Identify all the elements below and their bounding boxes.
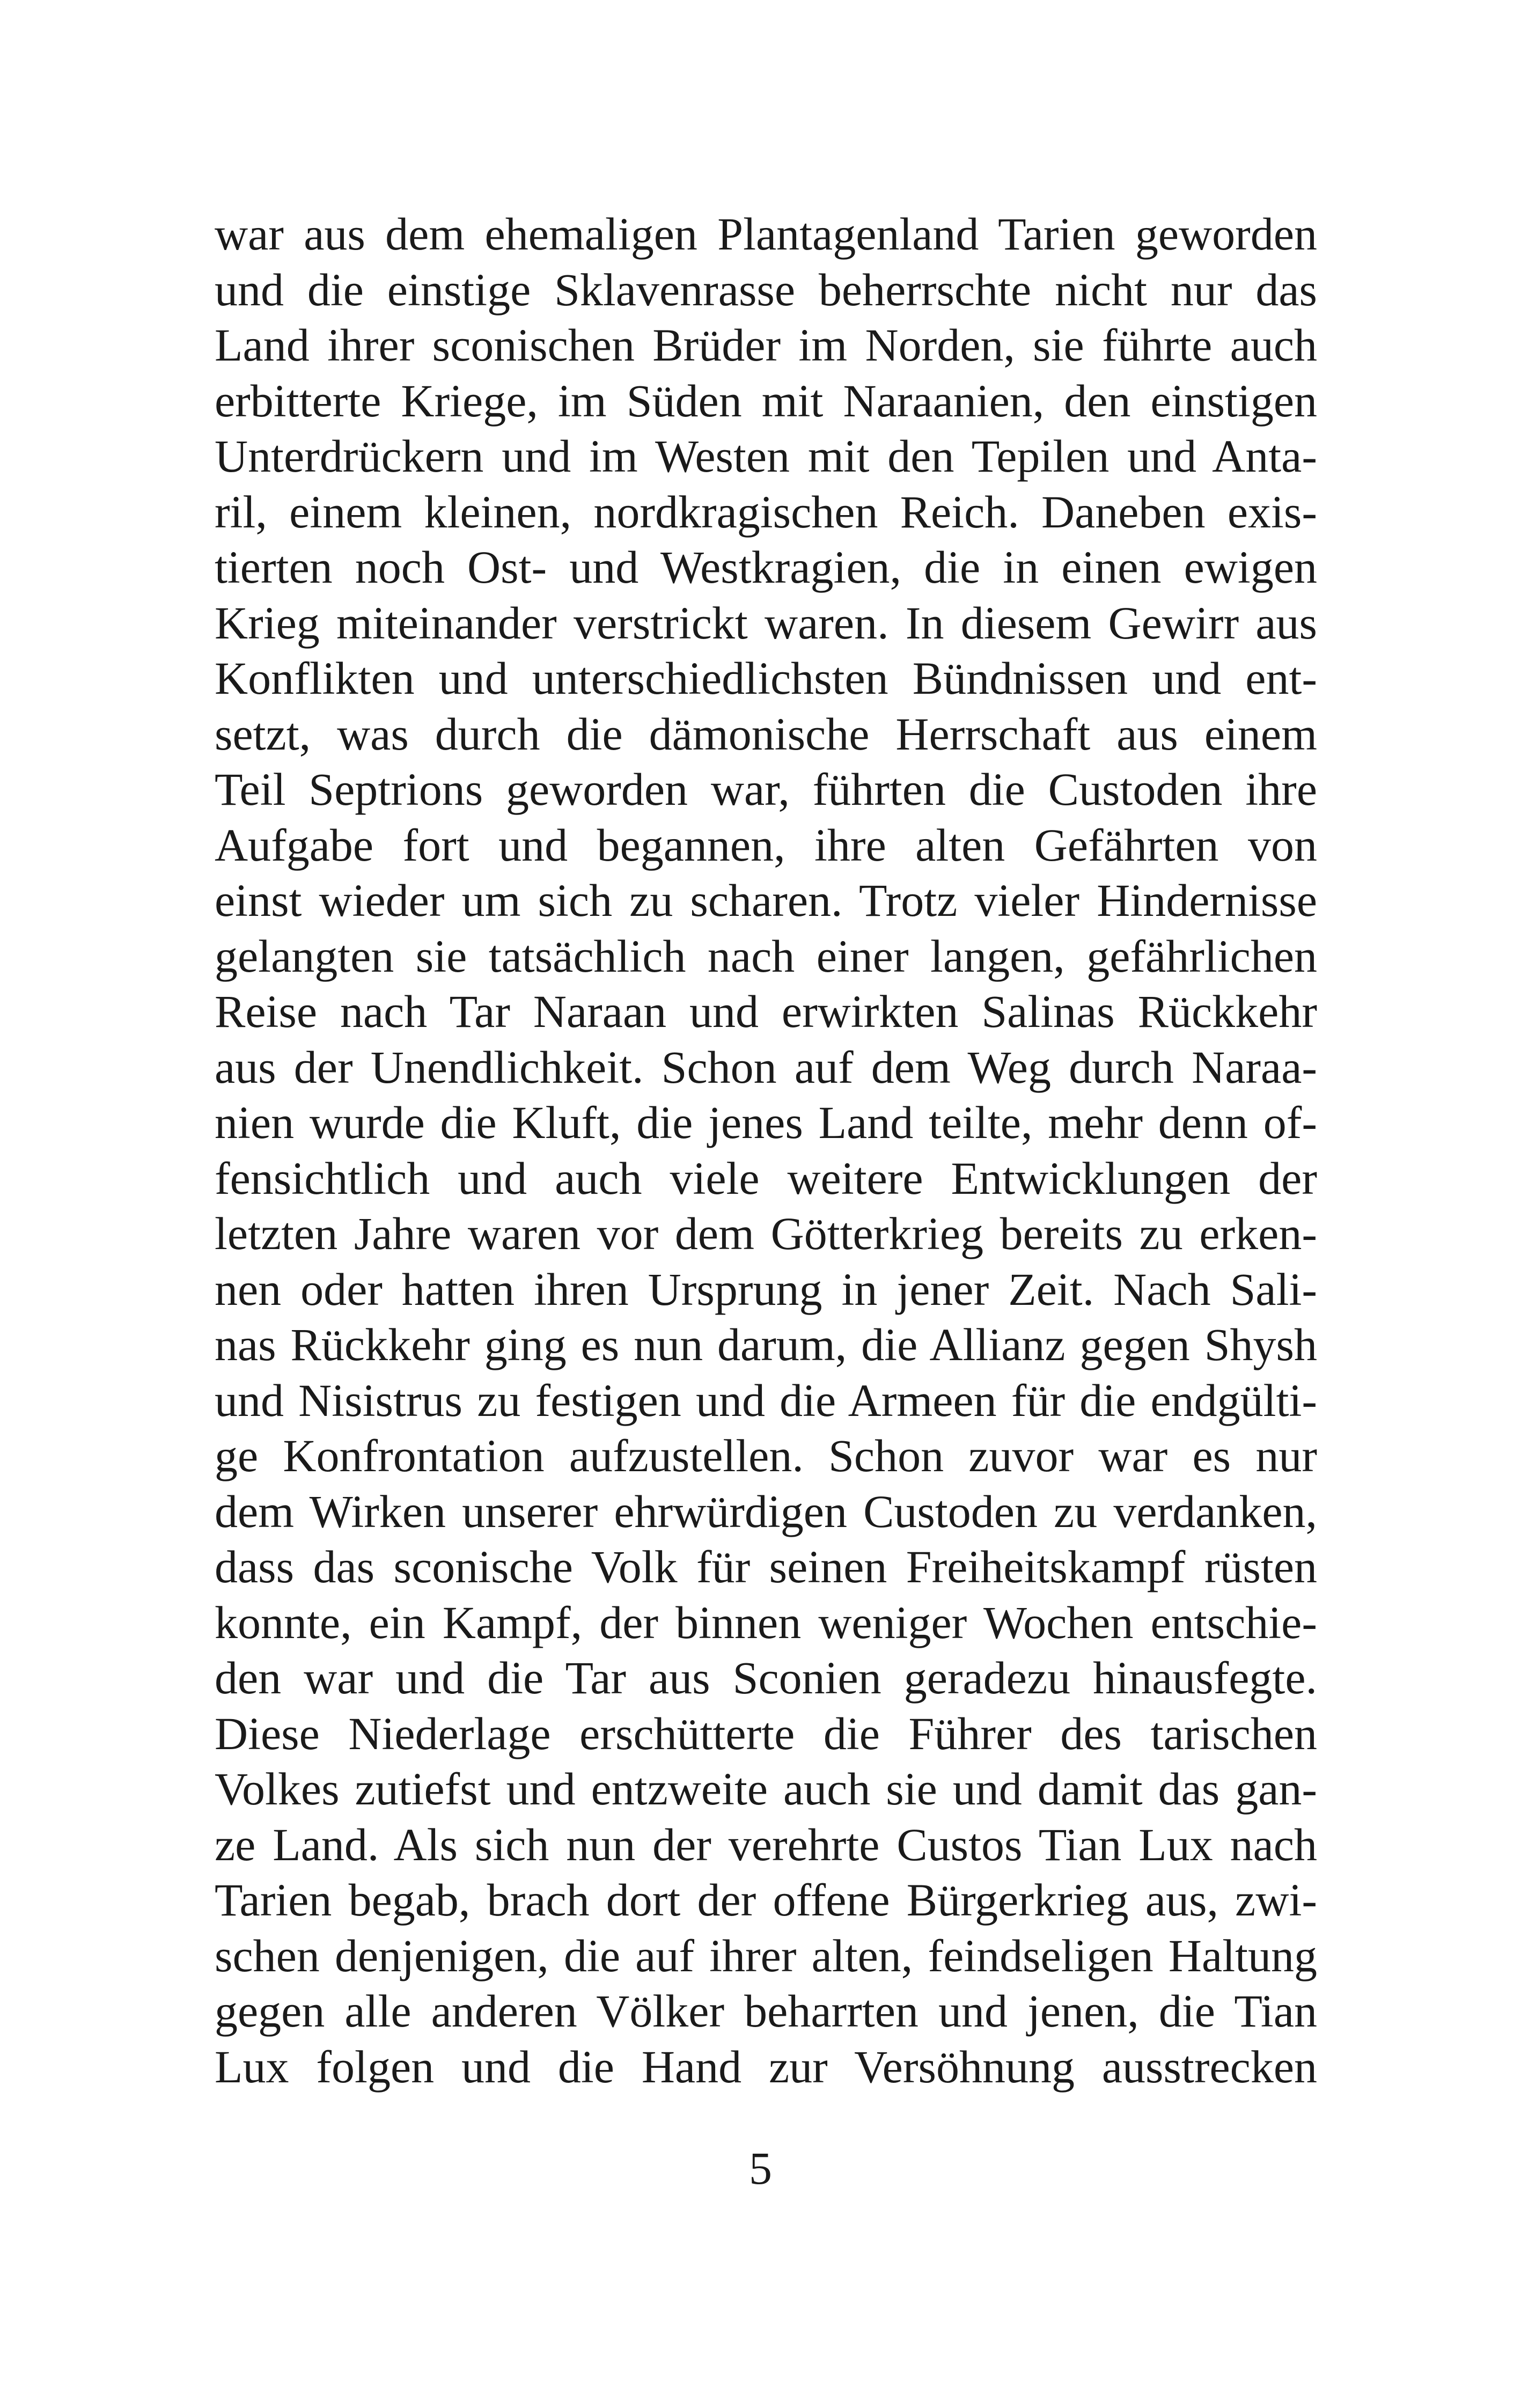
text-line: tierten noch Ost- und Westkragien, die in einen ewigen <box>215 541 1317 593</box>
text-line: ge Konfrontation aufzustellen. Schon zuvor war es nur <box>215 1430 1317 1481</box>
text-line: letzten Jahre waren vor dem Götterkrieg bereits zu erken- <box>215 1208 1317 1259</box>
text-line: gegen alle anderen Völker beharrten und jenen, die Tian <box>215 1985 1317 2037</box>
text-line: dem Wirken unserer ehrwürdigen Custoden zu verdanken, <box>215 1485 1317 1537</box>
text-line: Krieg miteinander verstrickt waren. In diesem Gewirr aus <box>215 597 1317 649</box>
text-line: und Nisistrus zu festigen und die Armeen für die endgülti- <box>215 1374 1317 1426</box>
text-line: setzt, was durch die dämonische Herrschaft aus einem <box>215 708 1317 760</box>
text-line: ril, einem kleinen, nordkragischen Reich. Daneben exis- <box>215 486 1317 538</box>
text-line: Teil Septrions geworden war, führten die Custoden ihre <box>215 763 1317 815</box>
text-line: Tarien begab, brach dort der offene Bürgerkrieg aus, zwi- <box>215 1874 1317 1926</box>
text-line: gelangten sie tatsächlich nach einer langen, gefährlichen <box>215 930 1317 982</box>
text-line: Aufgabe fort und begannen, ihre alten Gefährten von <box>215 819 1317 871</box>
text-line: dass das sconische Volk für seinen Freiheitskampf rüsten <box>215 1541 1317 1592</box>
text-line: ze Land. Als sich nun der verehrte Custos Tian Lux nach <box>215 1818 1317 1870</box>
text-line: konnte, ein Kampf, der binnen weniger Wochen entschie- <box>215 1596 1317 1648</box>
text-line: nen oder hatten ihren Ursprung in jener Zeit. Nach Sali- <box>215 1263 1317 1315</box>
body-text <box>215 207 1317 2095</box>
page-number: 5 <box>749 2142 772 2194</box>
text-line: Land ihrer sconischen Brüder im Norden, sie führte auch <box>215 319 1317 371</box>
text-line: Diese Niederlage erschütterte die Führer des tarischen <box>215 1707 1317 1759</box>
text-line: und die einstige Sklavenrasse beherrschte nicht nur das <box>215 263 1317 315</box>
text-line: Unterdrückern und im Westen mit den Tepilen und Anta- <box>215 430 1317 482</box>
text-line: nien wurde die Kluft, die jenes Land teilte, mehr denn of- <box>215 1097 1317 1148</box>
text-line: den war und die Tar aus Sconien geradezu hinausfegte. <box>215 1652 1317 1704</box>
text-line: aus der Unendlichkeit. Schon auf dem Weg durch Naraa- <box>215 1041 1317 1093</box>
text-line: Lux folgen und die Hand zur Versöhnung ausstrecken <box>215 2040 1317 2093</box>
text-line: nas Rückkehr ging es nun darum, die Allianz gegen Shysh <box>215 1319 1317 1370</box>
text-line: war aus dem ehemaligen Plantagenland Tarien geworden <box>215 208 1317 260</box>
text-line: Konflikten und unterschiedlichsten Bündnissen und ent- <box>215 652 1317 704</box>
text-line: fensichtlich und auch viele weitere Entwicklungen der <box>215 1152 1317 1204</box>
text-line: erbitterte Kriege, im Süden mit Naraanien, den einstigen <box>215 375 1317 427</box>
text-line: Reise nach Tar Naraan und erwirkten Salinas Rückkehr <box>215 986 1317 1037</box>
text-line: einst wieder um sich zu scharen. Trotz vieler Hindernisse <box>215 875 1317 926</box>
text-line: Volkes zutiefst und entzweite auch sie und damit das gan- <box>215 1763 1317 1815</box>
text-line: schen denjenigen, die auf ihrer alten, feindseligen Haltung <box>215 1929 1317 1981</box>
